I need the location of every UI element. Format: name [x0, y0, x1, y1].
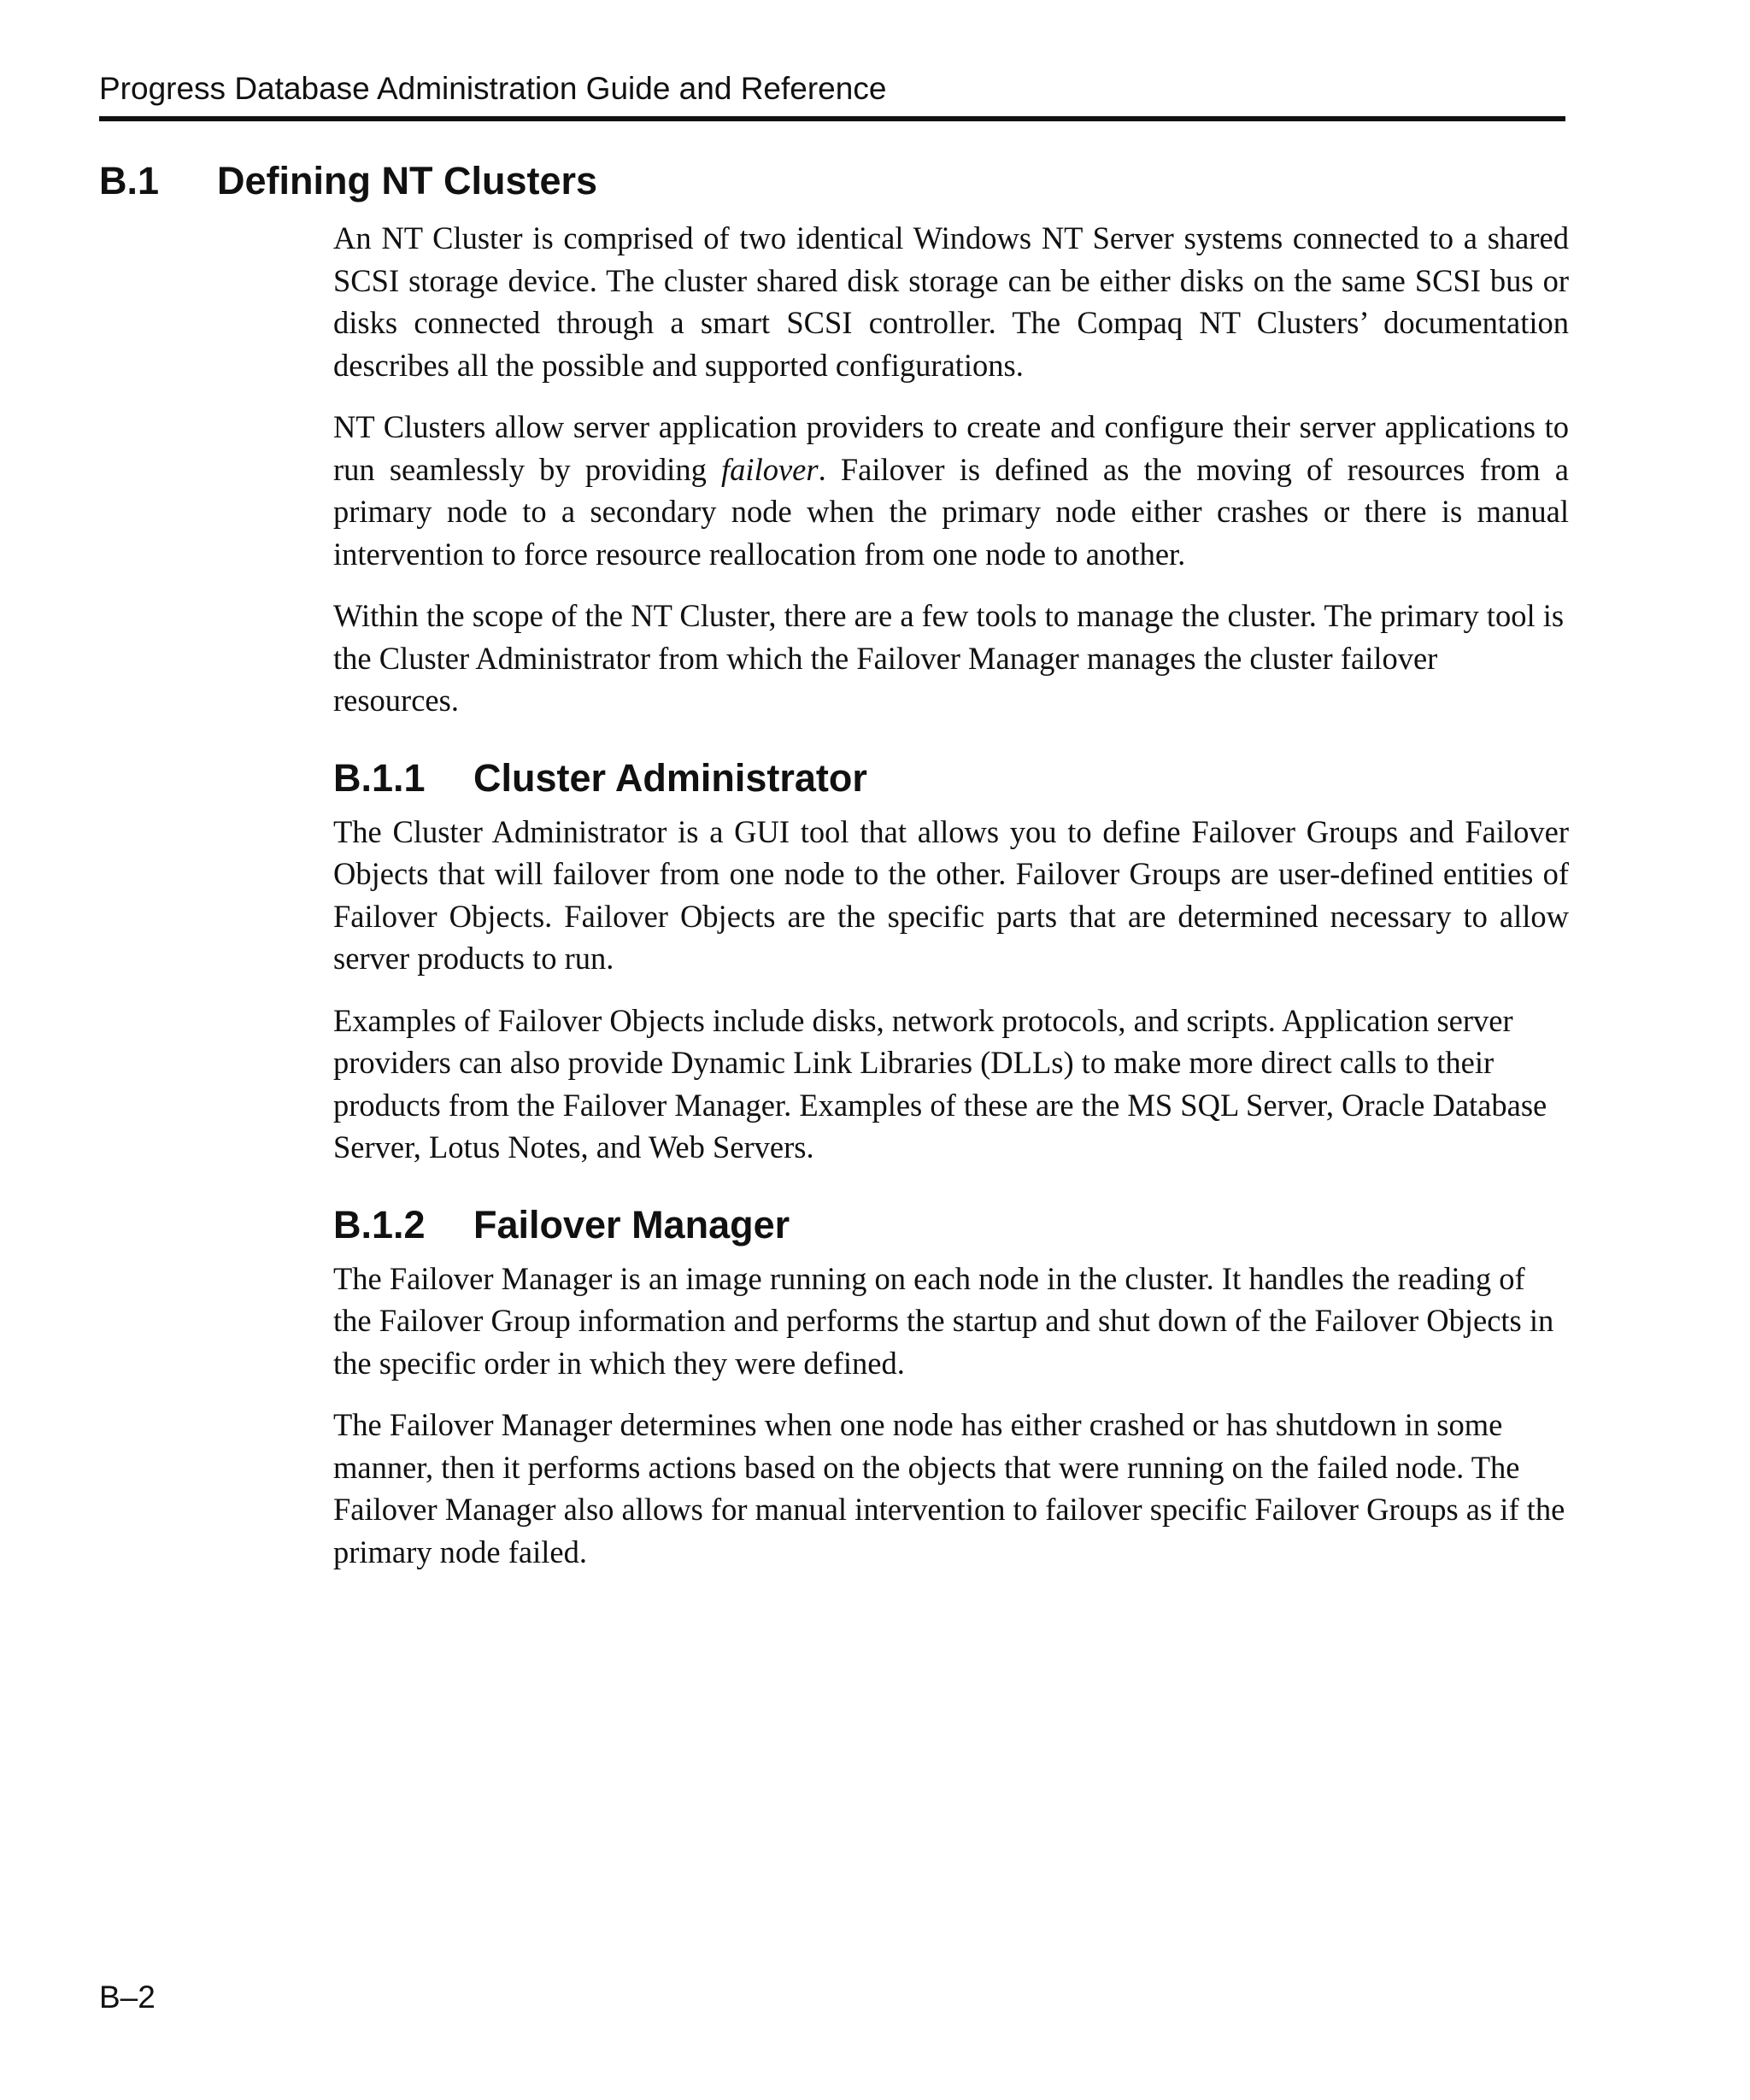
paragraph: Within the scope of the NT Cluster, there are a few tools to manage the cluster. The primary tool is the Cluster Administrator from which the Failover Manager manages the cluster failover resources. — [333, 598, 1565, 718]
page-footer — [99, 1977, 156, 2018]
emphasis-term: failover — [721, 451, 819, 487]
subsection-title: Failover Manager — [473, 1202, 790, 1247]
paragraph — [333, 406, 1569, 575]
paragraph: Examples of Failover Objects include disks, network protocols, and scripts. Application server providers can also provide Dynamic Link Libraries (DLLs) to make more direct calls to their products from the Failover Manager. Examples of these are the MS SQL Server, Oracle Database Server, Lotus Notes, and Web Servers. — [333, 1002, 1547, 1164]
subsection-number: B.1.2 — [333, 1202, 426, 1247]
paragraph-text: NT Clusters allow server application providers to create and configure their server applications to run seamlessly by providing — [333, 409, 1569, 487]
page-content — [99, 157, 1569, 1593]
paragraph: The Failover Manager determines when one node has either crashed or has shutdown in some manner, then it performs actions based on the objects that were running on the failed node. The Failover Manager also allows for manual intervention to failover specific Failover Groups as if the primary node failed. — [333, 1407, 1565, 1569]
subsection-heading — [333, 754, 1569, 802]
subsection-heading — [333, 1201, 1569, 1249]
page-number: B–2 — [99, 1980, 156, 2015]
paragraph-text: . Failover is defined as the moving of resources from a primary node to a secondary node when the primary node either crashes or there is manual intervention to force resource reallocation from one node to another. — [333, 451, 1569, 572]
section-number: B.1 — [99, 159, 160, 202]
paragraph: An NT Cluster is comprised of two identical Windows NT Server systems connected to a shared SCSI storage device. The cluster shared disk storage can be either disks on the same SCSI bus or disks connected through a smart SCSI controller. The Compaq NT Clusters’ documentation describes all the possible and supported configurations. — [333, 220, 1569, 383]
subsection-number: B.1.1 — [333, 755, 426, 800]
section-body — [333, 217, 1569, 1573]
subsection-title: Cluster Administrator — [473, 755, 867, 800]
paragraph: The Cluster Administrator is a GUI tool that allows you to define Failover Groups and Failover Objects that will failover from one node to the other. Failover Groups are user-defined entities of Failover Objects. Failover Objects are the specific parts that are determined necessary to allow server products to run. — [333, 813, 1569, 976]
running-header — [99, 68, 1565, 121]
section-title: Defining NT Clusters — [217, 159, 598, 202]
running-header-title: Progress Database Administration Guide and Reference — [99, 71, 887, 106]
paragraph: The Failover Manager is an image running on each node in the cluster. It handles the reading of the Failover Group information and performs the startup and shut down of the Failover Objects in the specific order in which they were defined. — [333, 1260, 1554, 1381]
section-heading — [99, 157, 1569, 205]
